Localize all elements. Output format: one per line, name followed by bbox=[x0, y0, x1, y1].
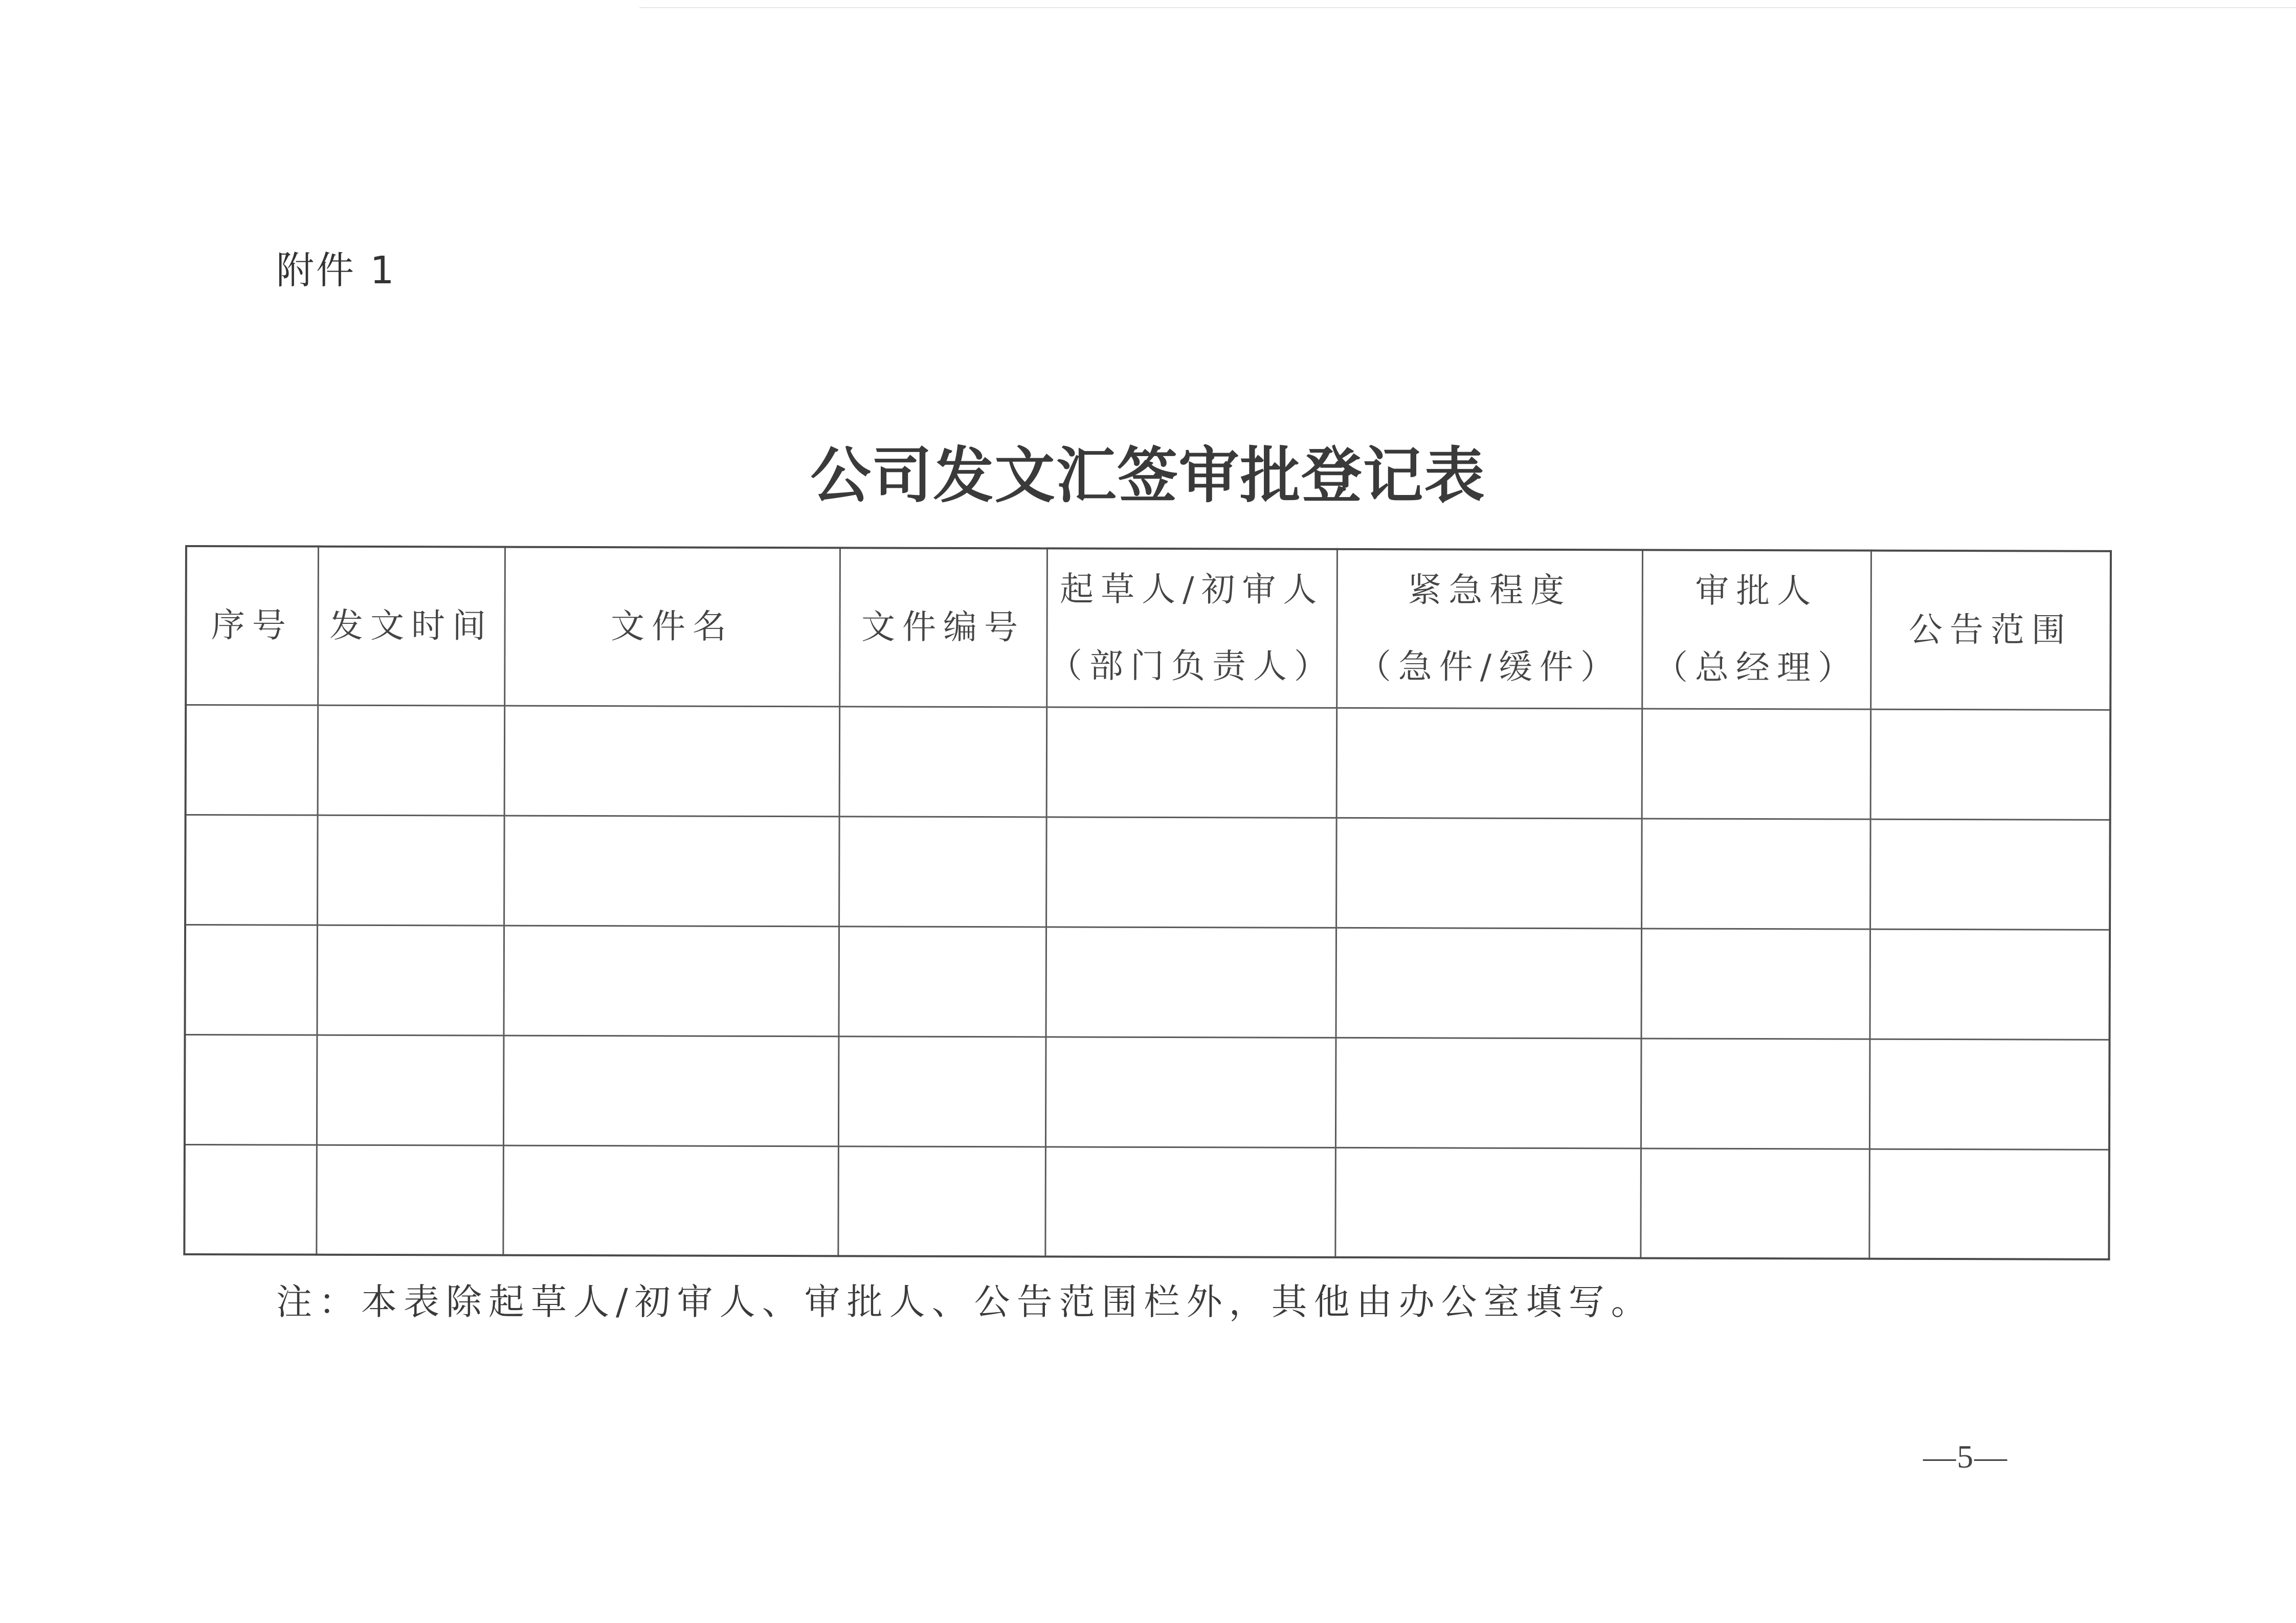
header-urgency bbox=[1336, 549, 1642, 709]
header-issue-date: 发文时间 bbox=[318, 547, 505, 706]
table-row bbox=[184, 1144, 2109, 1259]
table-cell[interactable] bbox=[1640, 1148, 1869, 1258]
table-cell[interactable] bbox=[186, 705, 318, 815]
header-approver-line2: （总经理） bbox=[1654, 647, 1859, 688]
register-table-container bbox=[183, 545, 2110, 1258]
table-row bbox=[186, 705, 2111, 820]
table-cell[interactable] bbox=[1335, 928, 1641, 1039]
table-cell[interactable] bbox=[317, 815, 504, 926]
table-cell[interactable] bbox=[838, 1146, 1045, 1256]
table-cell[interactable] bbox=[1870, 709, 2111, 820]
register-table bbox=[183, 545, 2112, 1260]
document-title: 公司发文汇签审批登记表 bbox=[810, 440, 1486, 511]
table-cell[interactable] bbox=[503, 1145, 838, 1256]
header-file-name: 文件名 bbox=[504, 547, 840, 707]
table-cell[interactable] bbox=[504, 706, 840, 817]
header-urgency-line1: 紧急程度 bbox=[1408, 570, 1572, 611]
table-row bbox=[185, 1034, 2110, 1149]
table-cell[interactable] bbox=[839, 816, 1046, 927]
header-serial-number: 序号 bbox=[186, 546, 318, 705]
table-cell[interactable] bbox=[1046, 817, 1336, 927]
table-cell[interactable] bbox=[1869, 1039, 2110, 1149]
header-approver-line1: 审批人 bbox=[1695, 571, 1818, 611]
table-row bbox=[185, 925, 2110, 1040]
table-cell[interactable] bbox=[185, 925, 317, 1035]
page-number: —5— bbox=[1923, 1438, 2008, 1475]
table-cell[interactable] bbox=[318, 705, 505, 816]
table-cell[interactable] bbox=[503, 926, 839, 1036]
table-cell[interactable] bbox=[838, 926, 1046, 1036]
header-drafter-reviewer bbox=[1046, 548, 1337, 707]
table-cell[interactable] bbox=[1641, 818, 1870, 929]
table-cell[interactable] bbox=[1335, 1147, 1641, 1258]
table-cell[interactable] bbox=[1870, 819, 2110, 930]
header-approver bbox=[1642, 550, 1871, 709]
table-cell[interactable] bbox=[1641, 928, 1870, 1039]
table-cell[interactable] bbox=[1046, 707, 1337, 817]
table-cell[interactable] bbox=[1045, 927, 1336, 1037]
header-drafter-reviewer-line2: （部门负责人） bbox=[1048, 646, 1335, 687]
table-cell[interactable] bbox=[1642, 708, 1871, 819]
table-cell[interactable] bbox=[1045, 1036, 1336, 1147]
table-cell[interactable] bbox=[1335, 1038, 1641, 1148]
table-row bbox=[185, 815, 2110, 930]
header-drafter-reviewer-line1: 起草人/初审人 bbox=[1060, 569, 1324, 610]
table-cell[interactable] bbox=[839, 706, 1047, 817]
table-cell[interactable] bbox=[1641, 1038, 1870, 1148]
table-cell[interactable] bbox=[838, 1036, 1046, 1146]
table-cell[interactable] bbox=[185, 1034, 317, 1145]
footnote: 注：本表除起草人/初审人、审批人、公告范围栏外，其他由办公室填写。 bbox=[276, 1281, 1654, 1323]
table-cell[interactable] bbox=[1869, 929, 2110, 1040]
table-cell[interactable] bbox=[184, 1144, 317, 1255]
table-cell[interactable] bbox=[316, 1145, 503, 1255]
page-top-edge-line bbox=[639, 7, 2296, 8]
table-cell[interactable] bbox=[503, 1035, 839, 1146]
table-cell[interactable] bbox=[504, 816, 839, 927]
table-cell[interactable] bbox=[1045, 1146, 1335, 1257]
table-cell[interactable] bbox=[185, 815, 318, 925]
table-cell[interactable] bbox=[1869, 1149, 2109, 1259]
header-announcement-scope: 公告范围 bbox=[1870, 551, 2111, 710]
header-file-number: 文件编号 bbox=[839, 548, 1047, 707]
table-cell[interactable] bbox=[1336, 818, 1642, 929]
table-cell[interactable] bbox=[317, 1035, 504, 1145]
table-cell[interactable] bbox=[317, 925, 504, 1035]
table-cell[interactable] bbox=[1336, 708, 1642, 819]
attachment-label: 附件 1 bbox=[276, 249, 396, 292]
header-urgency-line2: （急件/缓件） bbox=[1357, 647, 1622, 687]
table-header-row bbox=[186, 546, 2111, 710]
